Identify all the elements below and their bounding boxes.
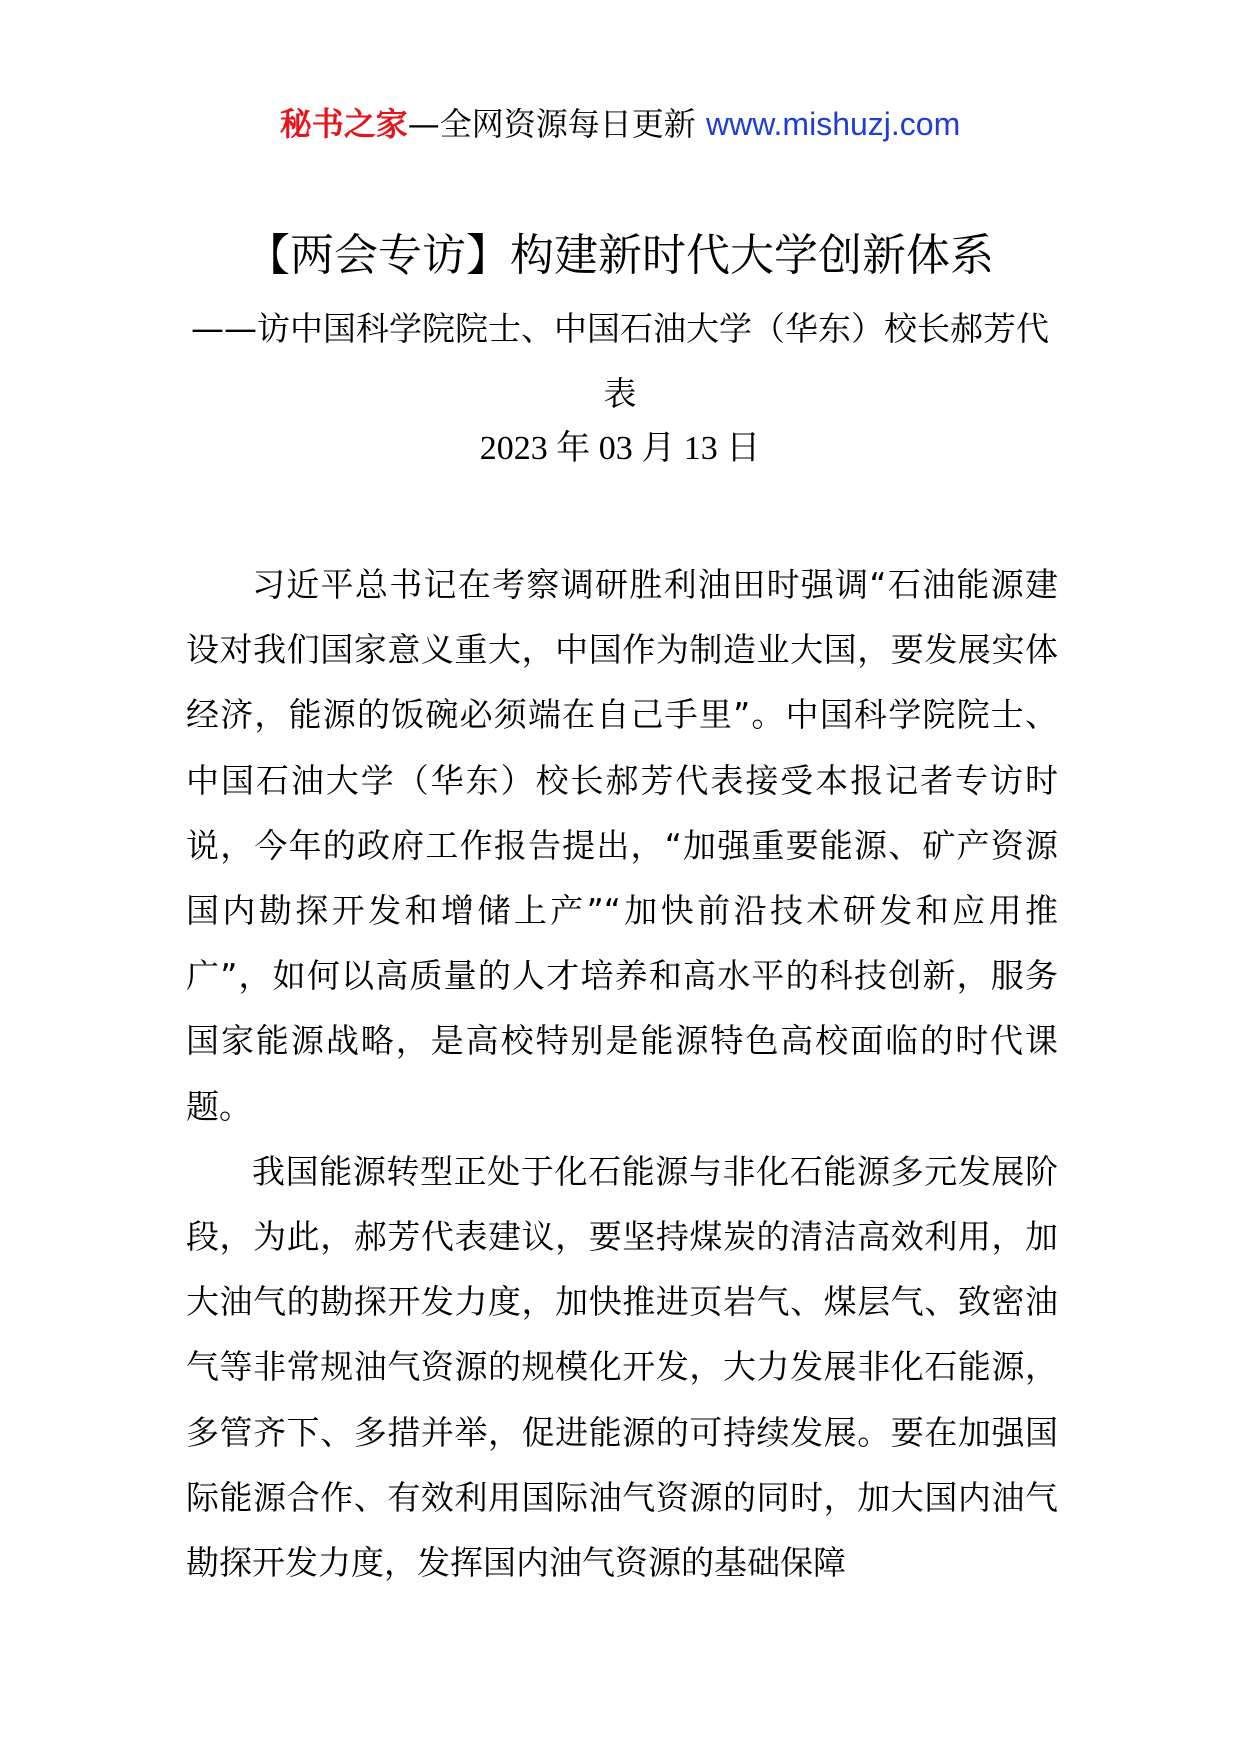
article-paragraph: 习近平总书记在考察调研胜利油田时强调“石油能源建设对我们国家意义重大，中国作为制造业大国，要发展实体经济，能源的饭碗必须端在自己手里”。中国科学院院士、中国石油大学（华东）校长郝芳代表接受本报记者专访时说，今年的政府工作报告提出，“加强重要能源、矿产资源国内勘探开发和增储上产”“加快前沿技术研发和应用推广”，如何以高质量的人才培养和高水平的科技创新，服务国家能源战略，是高校特别是能源特色高校面临的时代课题。 bbox=[186, 565, 1058, 1126]
site-header bbox=[0, 102, 1240, 146]
article-body bbox=[186, 552, 1058, 1595]
site-slogan: —全网资源每日更新 bbox=[407, 105, 706, 143]
site-url-link[interactable]: www.mishuzj.com bbox=[705, 106, 961, 142]
article-paragraph: 我国能源转型正处于化石能源与非化石能源多元发展阶段，为此，郝芳代表建议，要坚持煤炭的清洁高效利用，加大油气的勘探开发力度，加快推进页岩气、煤层气、致密油气等非常规油气资源的规模化开发，大力发展非化石能源，多管齐下、多措并举，促进能源的可持续发展。要在加强国际能源合作、有效利用国际油气资源的同时，加大国内油气勘探开发力度，发挥国内油气资源的基础保障 bbox=[186, 1151, 1058, 1583]
brand-name: 秘书之家 bbox=[279, 105, 408, 143]
article-title: 【两会专访】构建新时代大学创新体系 bbox=[246, 230, 994, 281]
article-date: 2023 年 03 月 13 日 bbox=[479, 430, 761, 467]
article-subtitle: ——访中国科学院院士、中国石油大学（华东）校长郝芳代表 bbox=[191, 309, 1049, 413]
